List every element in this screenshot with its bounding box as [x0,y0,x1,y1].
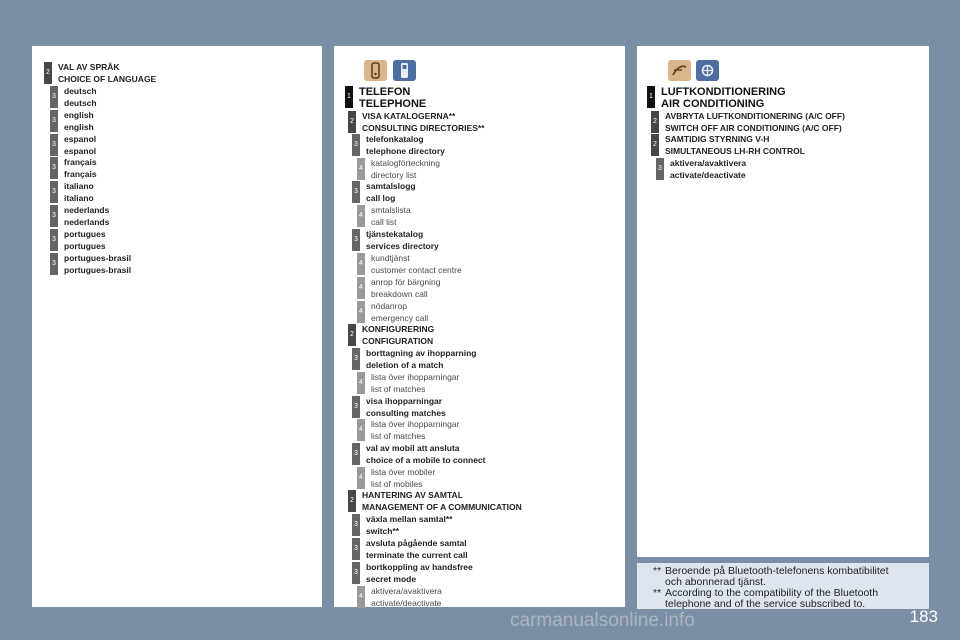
level-badge: 3 [50,157,58,179]
label-english: nederlands [64,216,110,227]
label-english: switch** [366,525,400,536]
label-english: activate/deactivate [670,169,746,180]
label-english: portugues-brasil [64,264,132,275]
menu-entry-level-2 [348,324,434,347]
menu-entry-level-4 [357,253,462,276]
menu-entry-level-2 [348,111,484,134]
level-badge: 3 [352,229,360,251]
menu-entry-level-1 [345,86,426,110]
menu-entry-level-4 [357,586,442,609]
label-swedish: val av mobil att ansluta [366,443,460,453]
menu-entry-text [64,181,94,204]
menu-entry-level-3 [352,229,439,252]
footnote-sv-marker: ** [653,565,662,577]
label-swedish: portugues [64,229,106,239]
footnotes-box [637,563,929,609]
level-badge: 4 [357,301,365,323]
menu-entry-level-3 [50,86,97,109]
menu-entry-text [64,229,106,252]
menu-entry-level-3 [656,158,746,181]
label-swedish: nödanrop [371,301,407,311]
label-swedish: SAMTIDIG STYRNING V-H [665,134,770,144]
label-swedish: espanol [64,134,97,144]
menu-entry-level-3 [50,110,94,133]
menu-entry-level-3 [50,181,94,204]
footnote-en-line1: According to the compatibility of the Bluetooth [665,587,879,599]
label-english: terminate the current call [366,549,468,560]
menu-entry-level-1 [647,86,786,110]
label-swedish: samtalslogg [366,181,416,191]
page-number: 183 [909,607,938,626]
menu-entry-level-3 [352,443,486,466]
level-badge: 3 [656,158,664,180]
level-badge: 2 [348,490,356,512]
level-badge: 3 [352,514,360,536]
watermark: carmanualsonline.info [510,610,695,631]
menu-entry-level-3 [352,348,477,371]
menu-entry-text [665,111,845,134]
phone-keypad-icon [393,60,416,81]
label-swedish: aktivera/avaktivera [371,586,442,596]
label-english: français [64,168,97,179]
label-swedish: KONFIGURERING [362,324,435,334]
menu-entry-text [64,134,96,157]
label-swedish: avsluta pågående samtal [366,538,467,548]
label-english: deutsch [64,97,97,108]
label-english: MANAGEMENT OF A COMMUNICATION [362,501,522,512]
label-english: customer contact centre [371,264,462,275]
level-badge: 3 [50,229,58,251]
label-english: portugues [64,240,106,251]
level-badge: 2 [348,324,356,346]
label-english: SIMULTANEOUS LH-RH CONTROL [665,145,805,156]
label-swedish: aktivera/avaktivera [670,158,747,168]
label-swedish: tjänstekatalog [366,229,424,239]
air-conditioning-icon [668,60,691,81]
label-swedish: deutsch [64,86,97,96]
menu-entry-level-2 [651,111,845,134]
footnote-sv-line2: och abonnerad tjänst. [665,576,766,588]
label-swedish: italiano [64,181,94,191]
level-badge: 3 [352,181,360,203]
level-badge: 3 [352,396,360,418]
level-badge: 2 [44,62,52,84]
menu-entry-text [64,110,94,133]
phone-handset-icon [364,60,387,81]
menu-entry-level-3 [50,253,131,276]
label-swedish: växla mellan samtal** [366,514,453,524]
menu-entry-text [670,158,746,181]
label-english: CHOICE OF LANGUAGE [58,73,157,84]
menu-entry-level-4 [357,277,440,300]
label-swedish: english [64,110,94,120]
level-badge: 3 [50,205,58,227]
menu-entry-text [366,181,416,204]
menu-entry-text [366,229,439,252]
label-english: secret mode [366,573,417,584]
label-english: services directory [366,240,439,251]
menu-entry-level-3 [352,538,468,561]
level-badge: 4 [357,277,365,299]
menu-entry-text [362,324,434,347]
level-badge: 4 [357,205,365,227]
menu-entry-text [64,157,97,180]
level-badge: 4 [357,419,365,441]
label-english: italiano [64,192,94,203]
menu-entry-level-3 [352,562,473,585]
level-badge: 2 [651,111,659,133]
level-badge: 3 [50,110,58,132]
label-swedish: lista över ihopparningar [371,419,460,429]
menu-entry-text [58,62,156,85]
label-english: call list [371,216,397,227]
menu-entry-level-4 [357,158,440,181]
label-english: directory list [371,169,417,180]
label-english: activate/deactivate [371,597,442,608]
label-english: emergency call [371,312,429,323]
menu-entry-level-3 [352,134,445,157]
label-english: breakdown call [371,288,428,299]
label-english: english [64,121,94,132]
menu-entry-level-4 [357,372,459,395]
level-badge: 3 [50,134,58,156]
menu-entry-text [359,86,426,110]
level-badge: 3 [50,86,58,108]
label-swedish: anrop för bärgning [371,277,441,287]
menu-entry-text [371,467,435,490]
label-swedish: HANTERING AV SAMTAL [362,490,463,500]
menu-entry-level-4 [357,467,435,490]
menu-entry-text [371,253,462,276]
menu-entry-level-4 [357,205,411,228]
level-badge: 4 [357,467,365,489]
menu-entry-text [64,253,131,276]
level-badge: 4 [357,372,365,394]
label-swedish: smtalslista [371,205,411,215]
level-badge: 3 [352,134,360,156]
menu-entry-text [371,372,459,395]
label-english: CONSULTING DIRECTORIES** [362,122,485,133]
menu-entry-text [665,134,805,157]
level-badge: 3 [352,443,360,465]
menu-entry-text [366,396,446,419]
menu-entry-text [366,514,452,537]
level-badge: 3 [50,181,58,203]
label-swedish: bortkoppling av handsfree [366,562,473,572]
label-swedish: kundtjänst [371,253,410,263]
menu-entry-text [366,134,445,157]
menu-entry-text [371,277,440,300]
menu-entry-text [362,111,484,134]
label-english: list of matches [371,430,426,441]
label-english: deletion of a match [366,359,444,370]
label-swedish: visa ihopparningar [366,396,443,406]
menu-entry-text [366,538,468,561]
menu-entry-text [366,348,477,371]
fan-settings-icon [696,60,719,81]
label-english: call log [366,192,396,203]
level-badge: 1 [647,86,655,108]
menu-entry-text [661,86,786,110]
label-swedish: telefonkatalog [366,134,424,144]
footnote-sv-line1: Beroende på Bluetooth-telefonens kombatibilitet [665,565,889,577]
label-swedish: portugues-brasil [64,253,132,263]
menu-entry-text [371,586,442,609]
label-swedish: LUFTKONDITIONERING [661,86,786,98]
menu-entry-text [64,86,97,109]
footnote-en-line2: telephone and of the service subscribed to. [665,598,866,610]
menu-entry-text [371,419,459,442]
menu-entry-level-2 [651,134,805,157]
menu-entry-text [366,443,486,466]
menu-entry-level-3 [352,514,452,537]
level-badge: 3 [352,538,360,560]
level-badge: 4 [357,253,365,275]
level-badge: 4 [357,586,365,608]
level-badge: 1 [345,86,353,108]
level-badge: 3 [352,562,360,584]
label-english: list of matches [371,383,426,394]
label-english: AIR CONDITIONING [661,98,765,110]
label-swedish: nederlands [64,205,110,215]
menu-entry-level-4 [357,419,459,442]
label-swedish: borttagning av ihopparning [366,348,477,358]
label-swedish: lista över ihopparningar [371,372,460,382]
menu-entry-level-4 [357,301,428,324]
menu-entry-level-3 [352,181,416,204]
menu-entry-text [371,158,440,181]
label-english: espanol [64,145,97,156]
label-swedish: VISA KATALOGERNA** [362,111,456,121]
label-swedish: français [64,157,97,167]
label-swedish: TELEFON [359,86,411,98]
menu-entry-level-3 [50,205,109,228]
menu-entry-text [371,205,411,228]
menu-entry-text [366,562,473,585]
label-english: CONFIGURATION [362,335,434,346]
menu-entry-level-3 [50,229,106,252]
menu-entry-level-3 [50,157,97,180]
label-swedish: lista över mobiler [371,467,436,477]
level-badge: 4 [357,158,365,180]
footnote-en-marker: ** [653,587,662,599]
level-badge: 2 [348,111,356,133]
label-english: consulting matches [366,407,446,418]
label-swedish: AVBRYTA LUFTKONDITIONERING (A/C OFF) [665,111,845,121]
menu-entry-level-2 [44,62,156,85]
menu-entry-level-3 [352,396,446,419]
label-english: TELEPHONE [359,98,427,110]
label-swedish: VAL AV SPRÅK [58,62,120,72]
label-english: SWITCH OFF AIR CONDITIONING (A/C OFF) [665,122,842,133]
label-english: telephone directory [366,145,445,156]
level-badge: 3 [50,253,58,275]
level-badge: 2 [651,134,659,156]
menu-entry-level-2 [348,490,522,513]
menu-entry-text [64,205,109,228]
label-english: list of mobiles [371,478,423,489]
menu-entry-text [362,490,522,513]
menu-entry-level-3 [50,134,96,157]
label-swedish: katalogförteckning [371,158,440,168]
level-badge: 3 [352,348,360,370]
label-english: choice of a mobile to connect [366,454,486,465]
menu-entry-text [371,301,428,324]
